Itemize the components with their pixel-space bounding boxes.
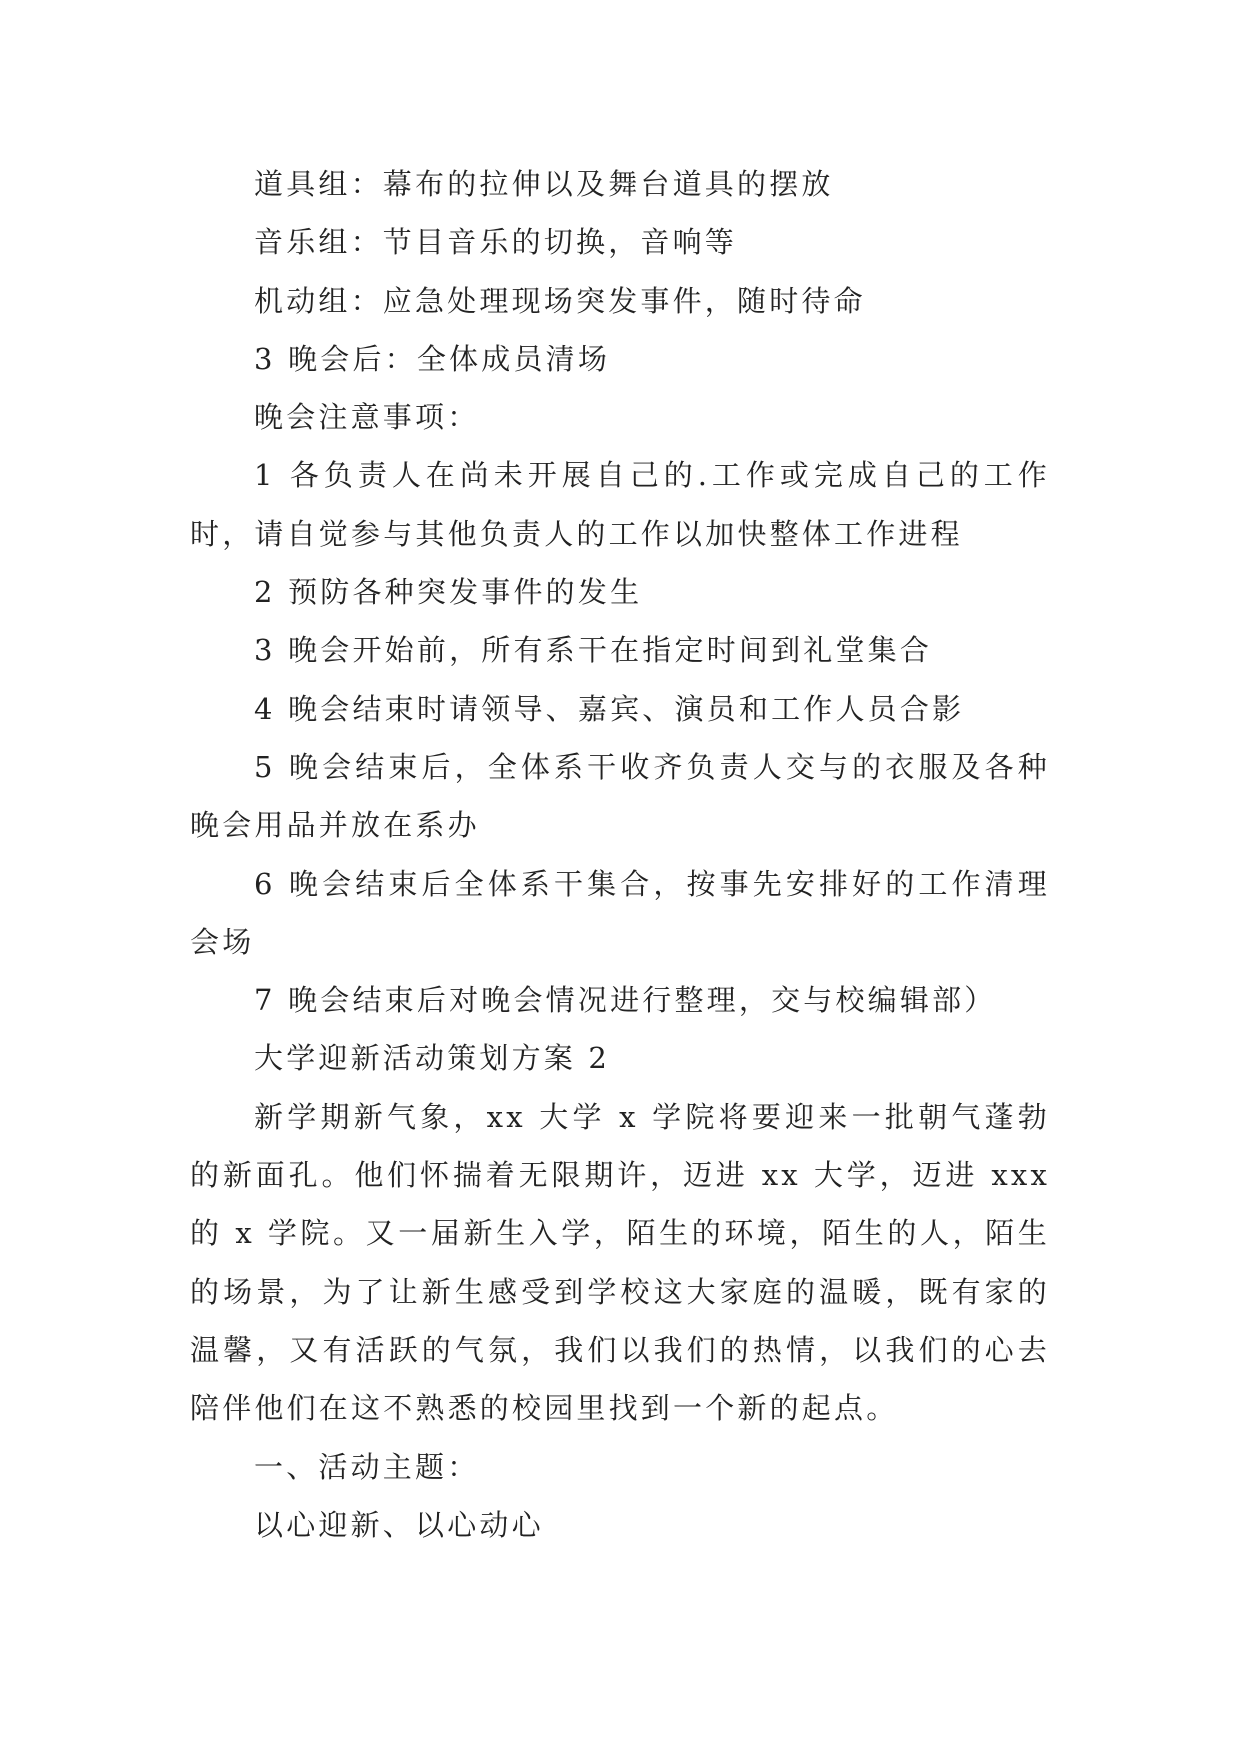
- paragraph-standby-group: 机动组：应急处理现场突发事件，随时待命: [254, 283, 866, 318]
- note-item-2: 2 预防各种突发事件的发生: [254, 575, 643, 610]
- note-item-7: 7 晚会结束后对晚会情况进行整理，交与校编辑部）: [254, 983, 997, 1018]
- document-body: [190, 155, 1050, 1554]
- plan-title: 大学迎新活动策划方案 2: [254, 1041, 611, 1076]
- note-item-6: 6 晚会结束后全体系干集合，按事先安排好的工作清理会场: [190, 866, 1050, 959]
- paragraph-music-group: 音乐组：节目音乐的切换，音响等: [254, 225, 738, 260]
- section-heading-theme: 一、活动主题：: [254, 1449, 480, 1484]
- section-heading-notes: 晚会注意事项：: [254, 400, 480, 435]
- note-item-5: 5 晚会结束后，全体系干收齐负责人交与的衣服及各种晚会用品并放在系办: [190, 749, 1050, 843]
- paragraph-after-party: 3 晚会后：全体成员清场: [254, 341, 611, 376]
- note-item-3: 3 晚会开始前，所有系干在指定时间到礼堂集合: [254, 633, 933, 668]
- note-item-4: 4 晚会结束时请领导、嘉宾、演员和工作人员合影: [254, 691, 965, 726]
- theme-text: 以心迎新、以心动心: [254, 1507, 544, 1542]
- note-item-1: 1 各负责人在尚未开展自己的.工作或完成自己的工作时，请自觉参与其他负责人的工作以加快整体工作进程: [190, 458, 1050, 551]
- plan-intro-paragraph: 新学期新气象，xx 大学 x 学院将要迎来一批朝气蓬勃的新面孔。他们怀揣着无限期许，迈进 xx 大学，迈进 xxx 的 x 学院。又一届新生入学，陌生的环境，陌生的人，陌生的场景，为了让新生感受到学校这大家庭的温暖，既有家的温馨，又有活跃的气氛，我们以我们的热情，以我们的心去陪伴他们在这不熟悉的校园里找到一个新的起点。: [190, 1099, 1050, 1426]
- paragraph-props-group: 道具组：幕布的拉伸以及舞台道具的摆放: [254, 167, 834, 201]
